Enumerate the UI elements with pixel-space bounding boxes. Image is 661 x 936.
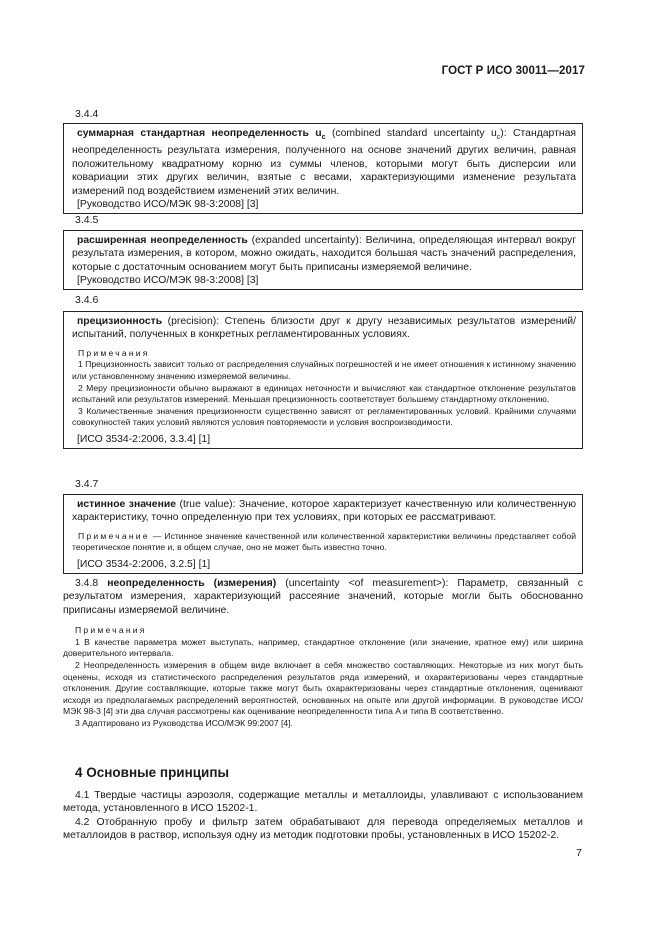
note-3: 3 Адаптировано из Руководства ИСО/МЭК 99:2007 [4].: [75, 717, 293, 728]
note-1: 1 Прецизионность зависит только от распределения случайных погрешностей и не имеет отношения к истинному значению или установленному значению измеряемой величины.: [72, 359, 576, 381]
term-reference: [Руководство ИСО/МЭК 98-3:2008] [3]: [77, 275, 259, 287]
clause-number-3-4-6: 3.4.6: [75, 294, 99, 306]
term-title: неопределенность (измерения): [107, 578, 277, 589]
notes-title: Примечания: [78, 347, 150, 358]
clause-number-3-4-8: 3.4.8: [75, 578, 99, 589]
notes-title: Примечания: [75, 625, 147, 636]
term-reference: [Руководство ИСО/МЭК 98-3:2008] [3]: [77, 199, 259, 211]
term-definition: прецизионность (precision): Степень близости друг к другу независимых результатов измерений/испытаний, полученных в конкретных регламентированных условиях.: [72, 316, 576, 341]
section-body: [63, 789, 583, 843]
note-3: 3 Количественные значения прецизионности существенно зависят от регламентированных условий. Крайними случаями совокупностей таких условий являются условия повторяемости и условия воспроизводимости.: [72, 405, 576, 428]
term-box-3-4-5: [63, 230, 583, 290]
note: Примечание — Истинное значение качественной или количественной характеристики величины представляет собой теоретическое понятие и, в общем случае, оно не может быть известно точно.: [72, 530, 576, 553]
paragraph-4-2: 4.2 Отобранную пробу и фильтр затем обрабатывают для перевода определяемых металлов и металлоидов в раствор, используя одну из методик подготовки пробы, установленных в ИСО 15202-2.: [63, 816, 583, 842]
term-title: истинное значение: [77, 499, 177, 510]
note-2: 2 Меру прецизионности обычно выражают в единицах неточности и вычисляют как стандартное отклонение результатов испытаний или результатов измерений. Меньшая прецизионность соответствует большему стандартному отклонению.: [72, 382, 576, 405]
clause-number-3-4-7: 3.4.7: [75, 478, 99, 490]
term-definition: суммарная стандартная неопределенность $u_c$ (combined standard uncertainty $u_c$): Стандартная неопределенность результата измерения, полученного на основе значений других величин, равная положительному квадратному корню из суммы членов, которыми могут быть дисперсии или ковариации этих других величин, взятые с весами, характеризующими изменение результата измерений под воздействием изменений этих величин.: [72, 128, 576, 197]
page-number: 7: [576, 847, 582, 859]
term-definition: расширенная неопределенность (expanded uncertainty): Величина, определяющая интервал вокруг результата измерения, в котором, можно ожидать, находится большая часть значений распределения, которые с достаточным основанием могут быть приписаны измеряемой величине.: [72, 235, 577, 273]
term-definition: 3.4.8 неопределенность (измерения) (uncertainty <of measurement>): Параметр, связанный с результатом измерения, характеризующий рассеяние значений, которые могли быть обоснованно приписаны измеряемой величине.: [63, 578, 584, 616]
term-title: суммарная стандартная неопределенность u: [77, 128, 322, 139]
clause-number-3-4-5: 3.4.5: [75, 214, 99, 226]
term-reference: [ИСО 3534-2:2006, 3.2.5] [1]: [77, 559, 211, 570]
section-heading: 4 Основные принципы: [75, 765, 230, 780]
term-box-3-4-4: [63, 123, 583, 214]
note-2: 2 Неопределенность измерения в общем виде включает в себя множество составляющих. Некоторые из них могут быть оценены, исходя из статистического распределения результатов ряда измерений, и охарактеризованы через стандартные отклонения. Другие составляющие, которые также могут быть охарактеризованы через стандартные отклонения, оценивают исходя из предполагаемых распределений вероятностей, основанных на опыте или другой информации. В руководстве ИСО/МЭК 98-3 [4] эти два случая рассмотрены как оценивание неопределенности типа A и типа B соответственно.: [63, 660, 583, 717]
term-3-4-8: [63, 577, 583, 730]
term-title: расширенная неопределенность: [77, 235, 248, 246]
note-1: 1 В качестве параметра может выступать, например, стандартное отклонение (или значение, кратное ему) или ширина доверительного интервала.: [63, 636, 583, 659]
paragraph-4-1: 4.1 Твердые частицы аэрозоля, содержащие металлы и металлоиды, улавливают с использованием метода, установленного в ИСО 15202-1.: [63, 790, 583, 815]
document-header: ГОСТ Р ИСО 30011—2017: [441, 65, 585, 77]
term-box-3-4-7: [63, 494, 583, 574]
clause-number-3-4-4: 3.4.4: [75, 108, 99, 120]
term-box-3-4-6: [63, 311, 583, 449]
term-reference: [ИСО 3534-2:2006, 3.3.4] [1]: [77, 433, 211, 445]
term-title: прецизионность: [77, 316, 163, 327]
term-definition: истинное значение (true value): Значение, которое характеризует качественную или количественную характеристику, точно определенную при тех условиях, при которых ее рассматривают.: [72, 499, 576, 524]
